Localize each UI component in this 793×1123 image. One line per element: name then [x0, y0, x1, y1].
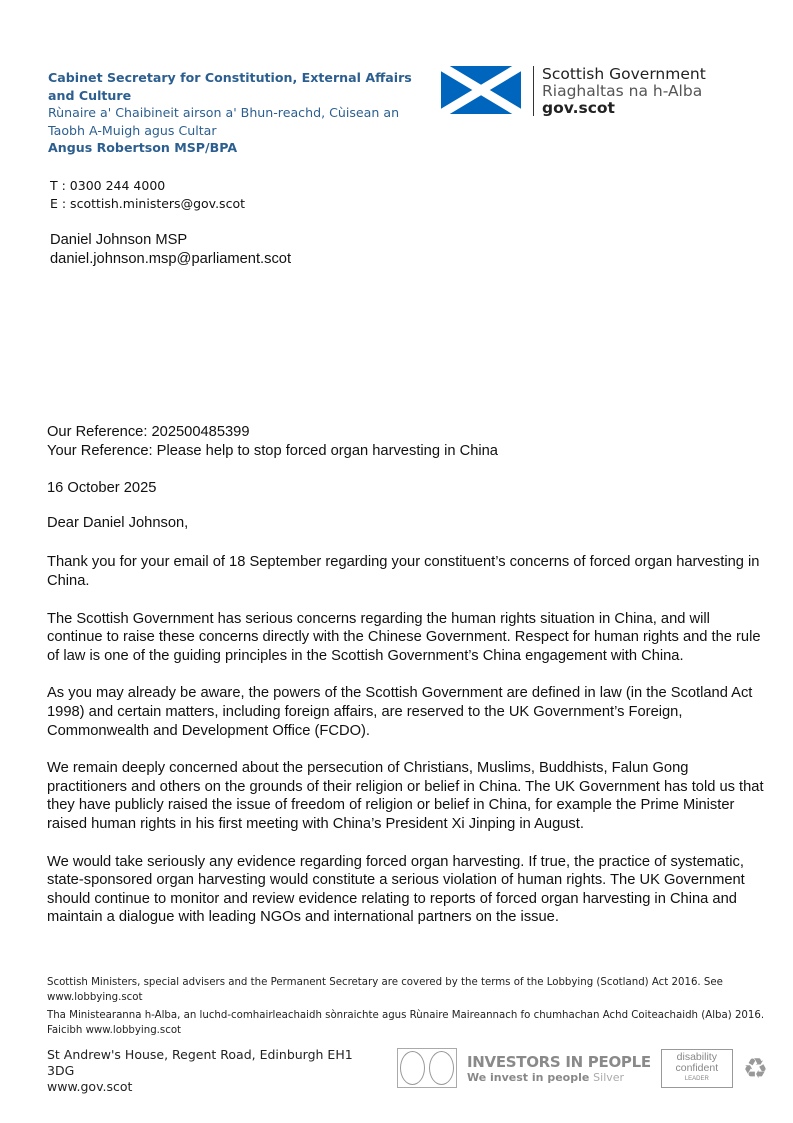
contact-email: E : scottish.ministers@gov.scot — [50, 195, 245, 211]
contact-phone: T : 0300 244 4000 — [50, 178, 166, 193]
paragraph: We would take seriously any evidence regarding forced organ harvesting. If true, the practice of systematic, state-sponsored organ harvesting would constitute a serious violation of human rights. The UK Government should continue to monitor and review evidence relating to reports of forced organ harvesting in China and maintain a dialogue with leading NGOs and international partners on the issue. — [47, 853, 745, 926]
logo-line-gd: Riaghaltas na h-Alba — [542, 82, 703, 100]
disability-confident-badge — [661, 1049, 733, 1088]
website: www.gov.scot — [47, 1079, 133, 1094]
paragraph: As you may already be aware, the powers of the Scottish Government are defined in law (in the Scotland Act 1998) and certain matters, including foreign affairs, are reserved to the UK Government’s Foreign, Commonwealth and Development Office (FCDO). — [47, 685, 753, 739]
iip-level: Silver — [593, 1070, 625, 1084]
minister-name: Angus Robertson MSP/BPA — [48, 140, 238, 155]
recycle-icon: ♻ — [742, 1052, 768, 1084]
address: St Andrew's House, Regent Road, Edinburgh EH1 3DG — [47, 1047, 353, 1078]
address-block — [47, 1047, 367, 1095]
dc-line1: disability — [676, 1050, 717, 1063]
recipient-email: daniel.johnson.msp@parliament.scot — [50, 251, 292, 267]
logo-line-web: gov.scot — [542, 99, 615, 117]
investors-in-people-badge — [467, 1053, 651, 1084]
minister-title-gd: Rùnaire a' Chaibineit airson a' Bhun-reachd, Cùisean an Taobh A-Muigh agus Cultar — [48, 105, 400, 138]
saltire-flag-icon — [441, 66, 521, 114]
salutation: Dear Daniel Johnson, — [47, 514, 189, 531]
contact-details — [50, 177, 245, 212]
letter-date: 16 October 2025 — [47, 480, 157, 497]
lobbying-notice-gd: Tha Ministearanna h-Alba, an luchd-comhairleachaidh sònraichte agus Rùnaire Maireannach fo chumhachan Achd Coiteachaidh (Alba) 2016. Faicibh www.lobbying.scot — [47, 1010, 765, 1036]
accreditation-badges — [397, 1048, 768, 1088]
paragraph: Thank you for your email of 18 September regarding your constituent’s concerns of forced organ harvesting in China. — [47, 554, 760, 589]
dc-line3: LEADER — [684, 1075, 709, 1082]
dc-line2: confident — [675, 1061, 719, 1074]
your-reference: Your Reference: Please help to stop forced organ harvesting in China — [47, 442, 498, 459]
lobbying-notice-en: Scottish Ministers, special advisers and the Permanent Secretary are covered by the terms of the Lobbying (Scotland) Act 2016. See www.lobbying.scot — [47, 977, 723, 1003]
minister-header — [48, 69, 438, 157]
paragraph: The Scottish Government has serious concerns regarding the human rights situation in China, and will continue to raise these concerns directly with the Chinese Government. Respect for human rights and the rule of law is one of the guiding principles in the Scottish Government’s China engagement with China. — [47, 610, 761, 664]
letter-body — [47, 423, 767, 946]
recipient-name: Daniel Johnson MSP — [50, 232, 188, 248]
recipient — [50, 231, 291, 269]
our-reference: Our Reference: 202500485399 — [47, 424, 250, 440]
logo-line-en: Scottish Government — [542, 65, 706, 83]
paragraph: We remain deeply concerned about the persecution of Christians, Muslims, Buddhists, Falun Gong practitioners and others on the grounds of their religion or belief in China. The UK Government has told us that they have publicly raised the issue of freedom of religion or belief in China, for example the Prime Minister raised human rights in his first meeting with China’s President Xi Jinping in August. — [47, 760, 764, 832]
iip-tagline: We invest in people — [467, 1070, 590, 1084]
royal-warrant-seal-icon — [397, 1048, 457, 1088]
logo-divider — [533, 66, 534, 116]
scottish-government-logo — [441, 66, 706, 117]
iip-title: INVESTORS IN PEOPLE — [467, 1052, 651, 1071]
lobbying-notice — [47, 975, 767, 1041]
minister-title-en: Cabinet Secretary for Constitution, External Affairs and Culture — [48, 70, 412, 103]
